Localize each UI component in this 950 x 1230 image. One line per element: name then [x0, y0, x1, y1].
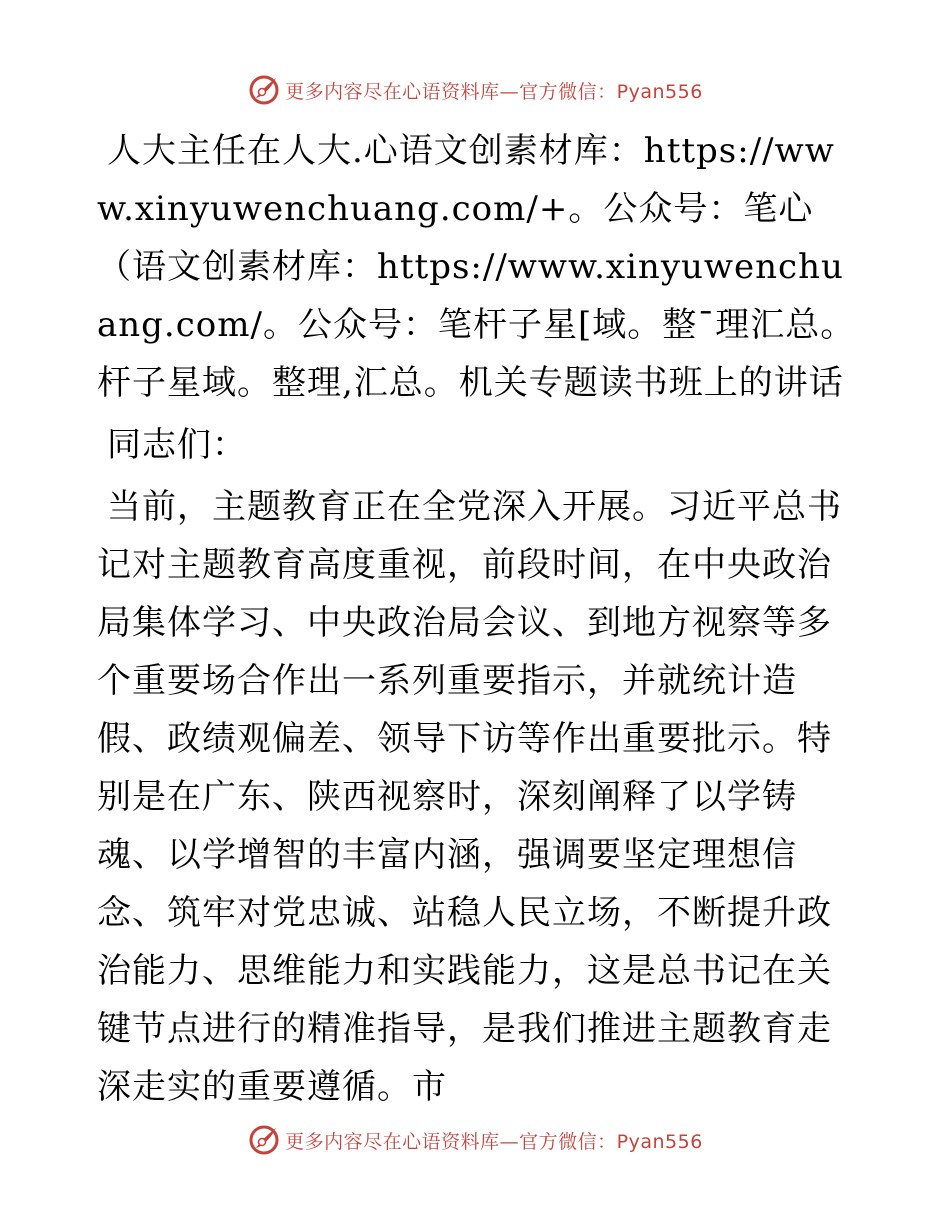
header-banner — [0, 70, 950, 110]
quill-circle-logo-icon — [247, 1123, 281, 1157]
quill-circle-logo-icon — [247, 73, 281, 107]
footer-banner — [0, 1120, 950, 1160]
document-paragraph: 人大主任在人大.心语文创素材库：https://www.xinyuwenchuang.com/+。公众号：笔心（语文创素材库：https://www.xinyuwenchuang.com/。公众号：笔杆子星[域。整¯理汇总。杆子星域。整理,汇总。机关专题读书班上的讲话 — [97, 131, 856, 403]
banner-text: 更多内容尽在心语资料库—官方微信：Pyan556 — [285, 1130, 703, 1153]
document-body — [97, 122, 857, 1116]
banner-wechat-id: Pyan556 — [616, 1130, 703, 1153]
banner-text: 更多内容尽在心语资料库—官方微信：Pyan556 — [285, 80, 703, 103]
banner-wechat-id: Pyan556 — [616, 80, 703, 103]
document-paragraph: 当前，主题教育正在全党深入开展。习近平总书记对主题教育高度重视，前段时间，在中央政治局集体学习、中央政治局会议、到地方视察等多个重要场合作出一系列重要指示，并就统计造假、政绩观偏差、领导下访等作出重要批示。特别是在广东、陕西视察时，深刻阐释了以学铸魂、以学增智的丰富内涵，强调要坚定理想信念、筑牢对党忠诚、站稳人民立场，不断提升政治能力、思维能力和实践能力，这是总书记在关键节点进行的精准指导，是我们推进主题教育走深走实的重要遵循。市 — [97, 487, 842, 1107]
salutation: 同志们： — [107, 425, 247, 465]
